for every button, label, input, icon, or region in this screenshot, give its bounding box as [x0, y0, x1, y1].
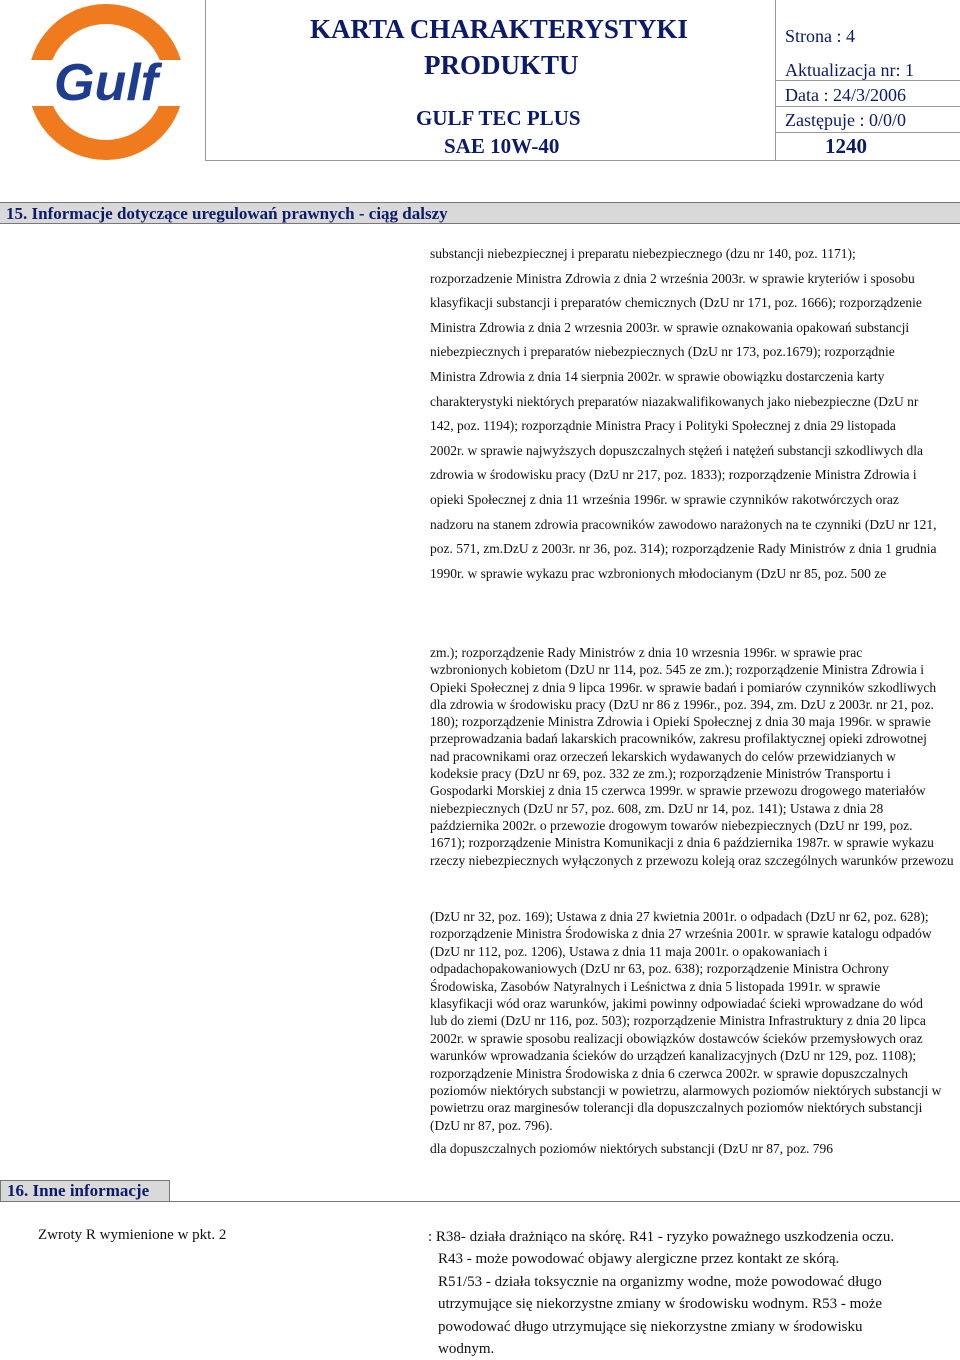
- text-line: powietrzu oraz marginesów tolerancji dla dopuszczalnych poziomów niektórych substancji: [430, 1100, 923, 1116]
- text-line: wodnym.: [438, 1341, 495, 1358]
- text-line: utrzymujące się niekorzystne zmiany w środowisku wodnym. R53 - może: [438, 1296, 883, 1313]
- text-line: warunków wprowadzania ścieków do urządzeń kanalizacyjnych (DzU nr 129, poz. 1108);: [430, 1048, 917, 1064]
- update-number: Aktualizacja nr: 1: [785, 60, 914, 80]
- text-line: Środowiska, Zasobów Natyralnych i Leśnictwa z dnia 5 listopada 1991r. w sprawie: [430, 978, 881, 994]
- text-line: rozporzadzenie Ministra Zdrowia z dnia 2 września 2003r. w sprawie kryteriów i sposobu: [430, 270, 915, 286]
- section-15-heading: 15. Informacje dotyczące uregulowań prawnych - ciąg dalszy: [0, 202, 960, 224]
- text-line: niebezpiecznych (DzU nr 57, poz. 608, zm. DzU nr 14, poz. 141); Ustawa z dnia 28: [430, 800, 884, 816]
- logo-text: Gulf: [54, 54, 158, 112]
- text-line: przeprowadzania badań lakarskich pracowników, zakresu profilaktycznej opieki zdrowotnej: [430, 731, 927, 747]
- text-line: poziomów niektórych substancji w powietrzu, alarmowych poziomów niektórych substancji w: [430, 1083, 942, 1099]
- regulations-block-2: [430, 644, 958, 869]
- text-line: rozporządzenie Ministra Środowiska z dnia 6 czerwca 2002r. w sprawie dopuszczalnych: [430, 1065, 908, 1081]
- product-grade: SAE 10W-40: [444, 134, 560, 158]
- text-line: dla zdrowia w środowisku pracy (DzU nr 86 z 1996r., poz. 394, zm. DzU z 2003r. nr 21, poz.: [430, 696, 934, 712]
- product-code: 1240: [825, 134, 867, 158]
- title-line1: KARTA CHARAKTERYSTYKI: [310, 14, 688, 44]
- section-16-rule: [0, 1201, 960, 1202]
- text-line: 1671); rozporządzenie Ministra Komunikacji z dnia 6 października 1987r. w sprawie wykazu: [430, 835, 934, 851]
- text-line: klasyfikacji wód oraz warunków, jakimi powinny odpowiadać ścieki wprowadzane do wód: [430, 996, 923, 1012]
- text-line: 2002r. w sprawie sposobu realizacji obowiązków dostawców ścieków przemysłowych oraz: [430, 1030, 923, 1046]
- text-line: (DzU nr 112, poz. 1206), Ustawa z dnia 11 maja 2001r. o opakowaniach i: [430, 943, 828, 959]
- text-line: klasyfikacji substancji i preparatów chemicznych (DzU nr 171, poz. 1666); rozporządzenie: [430, 295, 922, 311]
- text-line: października 2002r. o przewozie drogowym towarów niebezpiecznych (DzU nr 199, poz.: [430, 817, 913, 833]
- regulations-block-3: [430, 908, 958, 1134]
- r-phrases-text: [428, 1226, 894, 1360]
- text-line: (DzU nr 87, poz. 796).: [430, 1117, 553, 1133]
- text-line: (DzU nr 32, poz. 169); Ustawa z dnia 27 kwietnia 2001r. o odpadach (DzU nr 62, poz. 628);: [430, 909, 929, 924]
- gulf-logo: [6, 2, 206, 162]
- regulations-block-1: [430, 242, 958, 586]
- text-line: powodować długo utrzymujące się niekorzystne zmiany w środowisku: [438, 1318, 863, 1335]
- text-line: 180); rozporządzenie Ministra Zdrowia i Opieki Społecznej z dnia 30 maja 1996r. w sprawie: [430, 714, 931, 730]
- page-number: Strona : 4: [785, 26, 855, 46]
- text-line: nadzoru na stanem zdrowia pracowników zawodowo narażonych na te czynniki (DzU nr 121,: [430, 516, 937, 532]
- text-line: charakterystyki niektórych preparatów niazakwalifikowanych jako niebezpieczne (DzU nr: [430, 393, 919, 409]
- header-rule-3: [775, 132, 960, 133]
- text-line: : R38- działa drażniąco na skórę. R41 - ryzyko poważnego uszkodzenia oczu.: [428, 1229, 895, 1245]
- text-line: 142, poz. 1194); rozporządnie Ministra Pracy i Polityki Społecznej z dnia 29 listopada: [430, 418, 896, 434]
- section-16-heading: 16. Inne informacje: [0, 1180, 170, 1202]
- text-line: 1990r. w sprawie wykazu prac wzbronionych młodocianym (DzU nr 85, poz. 500 ze: [430, 565, 887, 581]
- r-phrases-label: Zwroty R wymienione w pkt. 2: [38, 1227, 227, 1243]
- text-line: zm.); rozporządzenie Rady Ministrów z dnia 10 wrzesnia 1996r. w sprawie prac: [430, 645, 863, 660]
- text-line: R43 - może powodować objawy alergiczne przez kontakt ze skórą.: [438, 1251, 840, 1268]
- text-line: Gospodarki Morskiej z dnia 15 czerwca 1999r. w sprawie przewozu drogowego materiałów: [430, 783, 926, 799]
- issue-date: Data : 24/3/2006: [785, 85, 906, 105]
- text-line: Ministra Zdrowia z dnia 14 sierpnia 2002r. w sprawie obowiązku dostarczenia karty: [430, 368, 885, 384]
- text-line: Opieki Społecznej z dnia 9 lipca 1996r. w sprawie badań i pomiarów czynników szkodliwych: [430, 679, 937, 695]
- text-line: Ministra Zdrowia z dnia 2 wrzesnia 2003r. w sprawie oznakowania opakowań substancji: [430, 319, 910, 335]
- regulations-block-4: dla dopuszczalnych poziomów niektórych substancji (DzU nr 87, poz. 796: [430, 1141, 834, 1156]
- text-line: lub do ziemi (DzU nr 116, poz. 503); rozporządzenie Ministra Infrastruktury z dnia 20 lipca: [430, 1013, 926, 1029]
- text-line: zdrowia w środowisku pracy (DzU nr 217, poz. 1833); rozporządzenie Ministra Zdrowia i: [430, 467, 917, 483]
- title-line2: PRODUKTU: [424, 50, 579, 80]
- replaces-version: Zastępuje : 0/0/0: [785, 110, 906, 130]
- product-name: GULF TEC PLUS: [416, 106, 581, 130]
- text-line: 2002r. w sprawie najwyższych dopuszczalnych stężeń i natężeń substancji szkodliwych dla: [430, 442, 923, 458]
- text-line: substancji niebezpiecznej i preparatu niebezpiecznego (dzu nr 140, poz. 1171);: [430, 246, 856, 261]
- text-line: rzeczy niebezpiecznych wyłączonych z przewozu koleją oraz szczególnych warunków przewozu: [430, 852, 954, 868]
- text-line: opieki Społecznej z dnia 11 września 1996r. w sprawie czynników rakotwórczych oraz: [430, 491, 899, 507]
- text-line: wzbronionych kobietom (DzU nr 114, poz. 545 ze zm.); rozporządzenie Ministra Zdrowia i: [430, 662, 924, 678]
- text-line: poz. 571, zm.DzU z 2003r. nr 36, poz. 314); rozporządzenie Rady Ministrów z dnia 1 grudnia: [430, 541, 937, 557]
- text-line: rozporządzenie Ministra Środowiska z dnia 27 września 2001r. w sprawie katalogu odpadów: [430, 926, 932, 942]
- text-line: nad pracownikami oraz orzeczeń lekarskich wydawanych do celów przewidzianych w: [430, 748, 896, 764]
- text-line: kodeksie pracy (DzU nr 69, poz. 332 ze zm.); rozporządzenie Ministrów Transportu i: [430, 766, 891, 782]
- text-line: niebezpiecznych i preparatów niebezpiecznych (DzU nr 173, poz.1679); rozporządnie: [430, 344, 895, 360]
- header-rule-2: [775, 106, 960, 107]
- text-line: R51/53 - działa toksycznie na organizmy wodne, może powodować długo: [438, 1273, 882, 1290]
- text-line: odpadachopakowaniowych (DzU nr 63, poz. 638); rozporządzenie Ministra Ochrony: [430, 961, 889, 977]
